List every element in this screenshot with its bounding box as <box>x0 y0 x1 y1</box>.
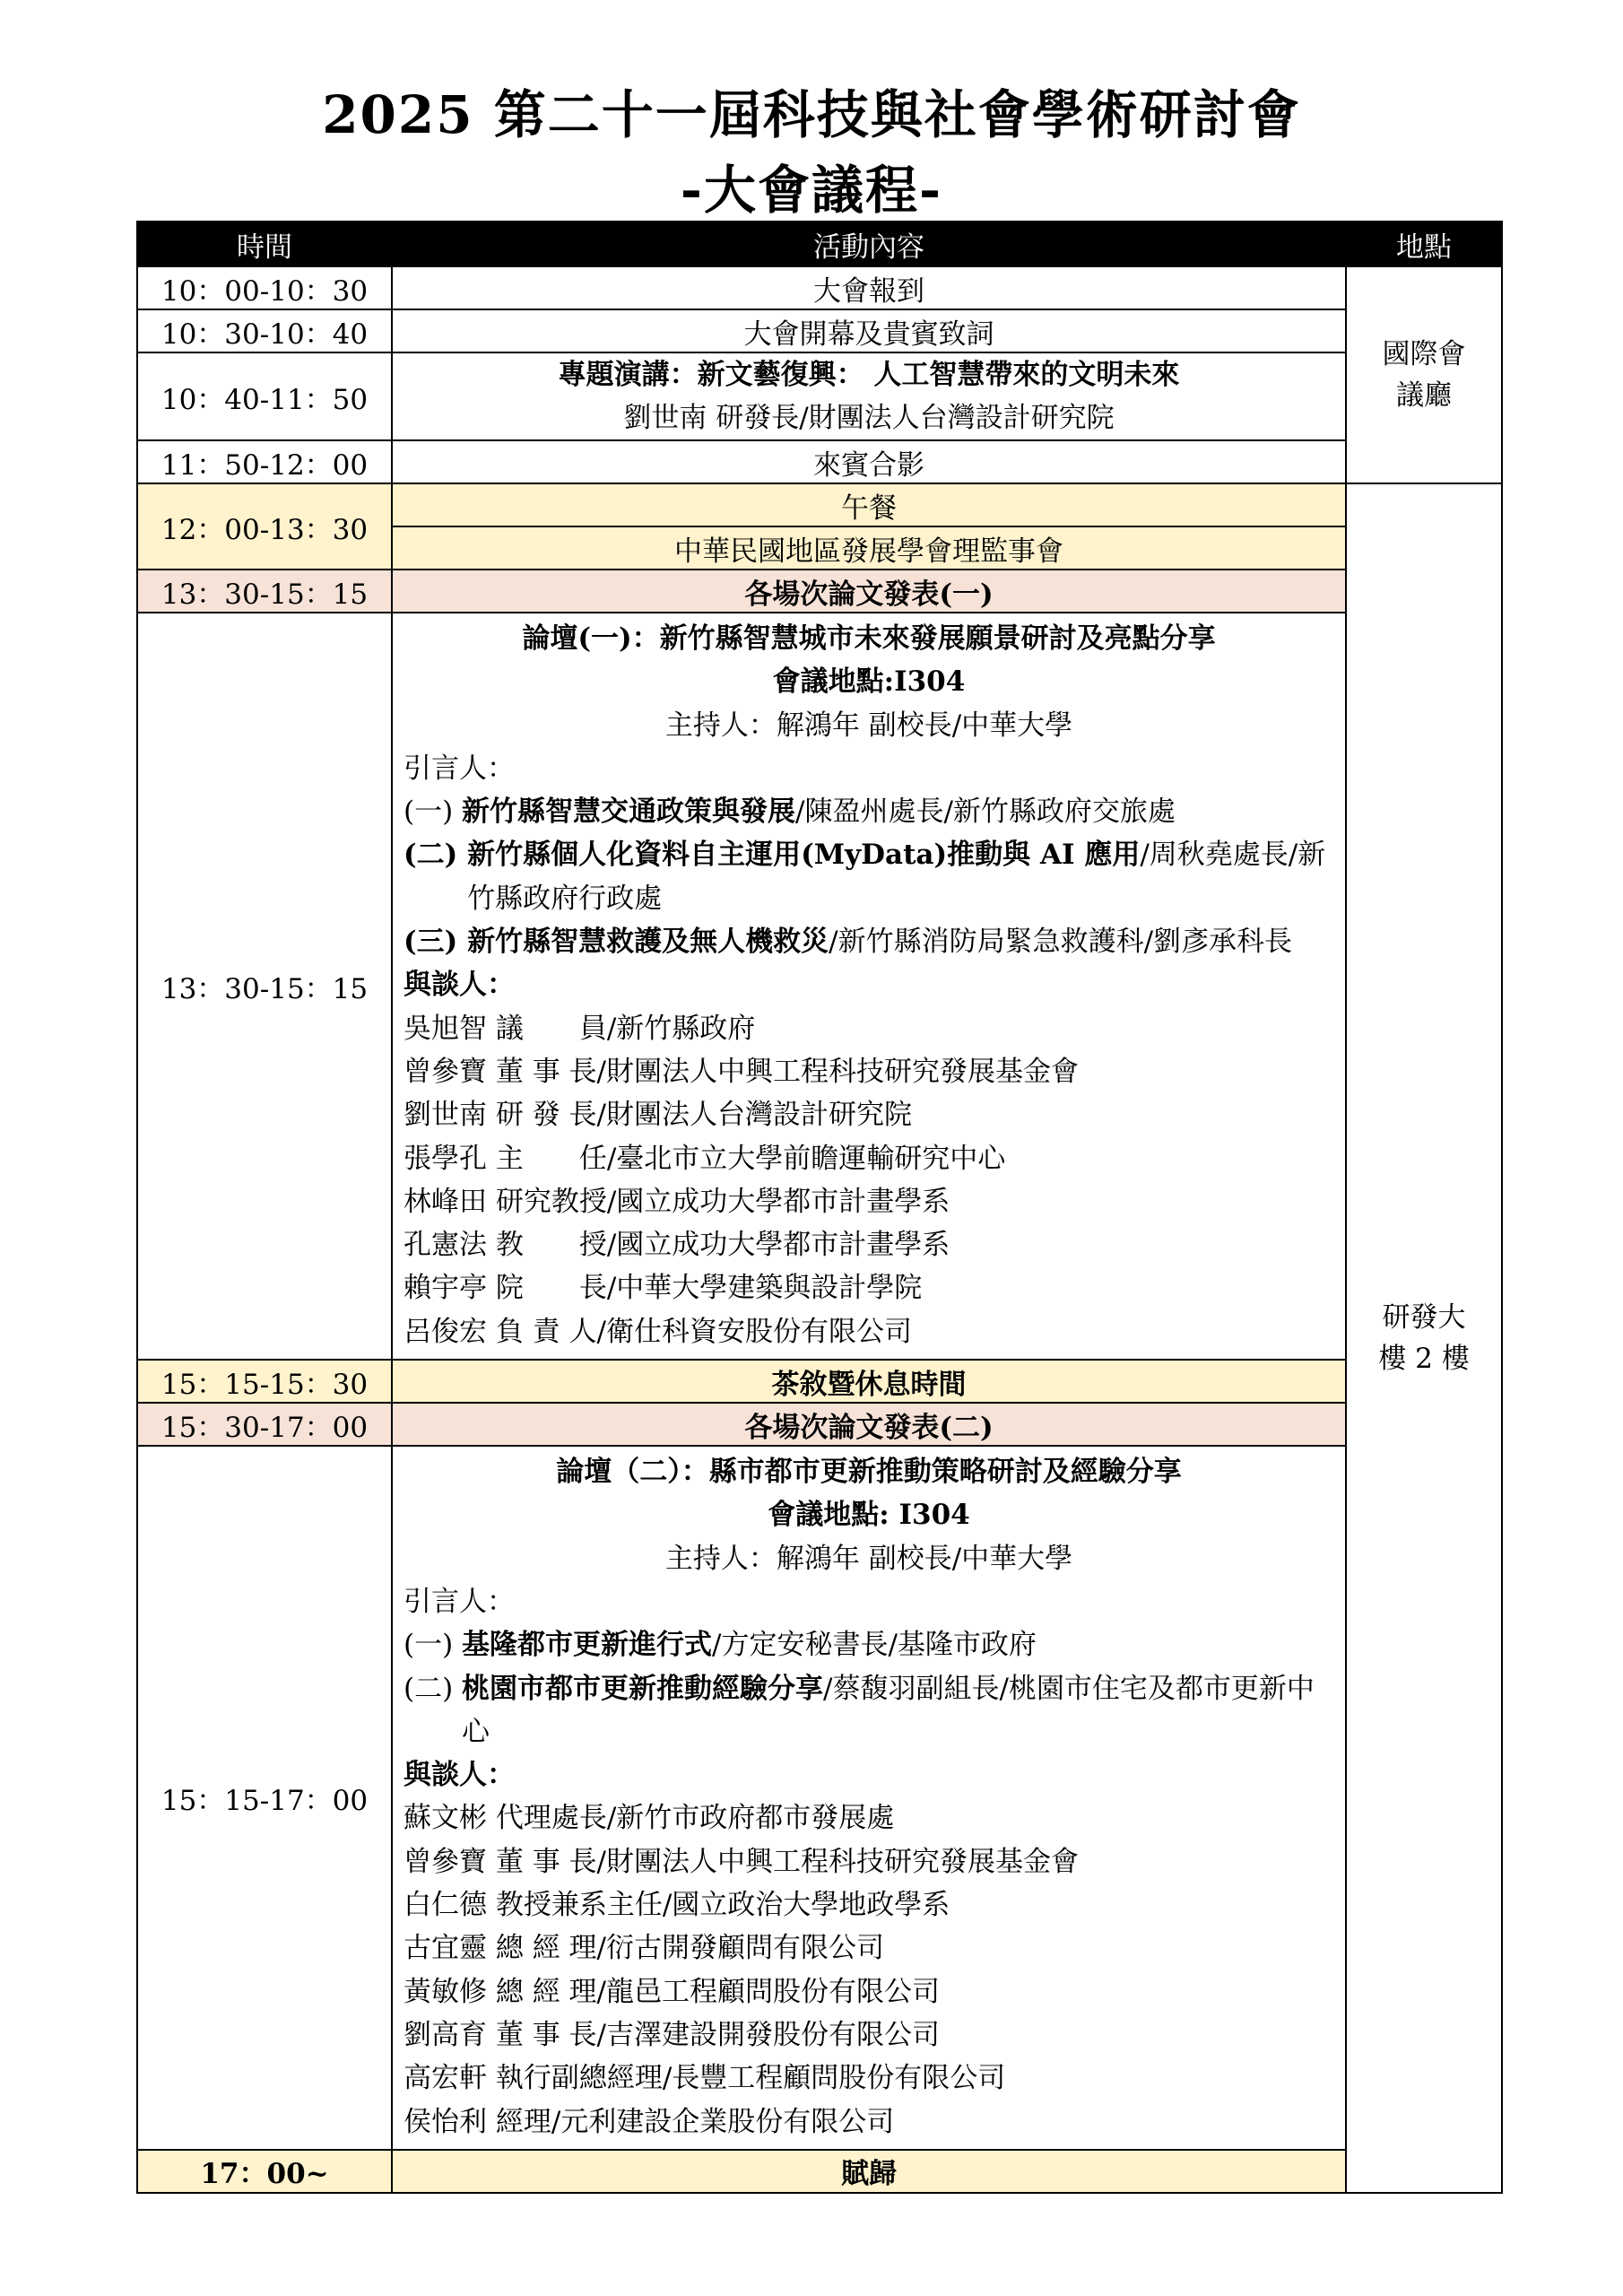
talk-title: 基隆都市更新進行式 <box>462 1629 713 1662</box>
table-row <box>137 1360 1502 1403</box>
talk-speaker: /陳盈州處長/新竹縣政府交旅處 <box>795 796 1176 829</box>
panel-label: 與談人： <box>404 1759 515 1792</box>
forum2-cell <box>392 1446 1346 2150</box>
item-index: (二) <box>404 839 468 872</box>
conference-title: 2025 第二十一屆科技與社會學術研討會 <box>322 84 1301 145</box>
table-row <box>137 309 1502 352</box>
row-time: 13：30-15：15 <box>137 613 392 1360</box>
panelist: 吳旭智 議 員/新竹縣政府 <box>404 1012 756 1045</box>
talk-title: 新竹縣智慧救護及無人機救災 <box>467 926 829 959</box>
header-venue: 地點 <box>1346 222 1502 266</box>
talk-speaker: /蔡馥羽副組長/桃園市住宅及都市更新中心 <box>462 1672 1315 1748</box>
table-row <box>137 1403 1502 1446</box>
row-activity: 大會報到 <box>392 266 1346 309</box>
venue-line: 樓 2 樓 <box>1378 1342 1470 1375</box>
table-row <box>137 1446 1502 2150</box>
list-item <box>404 920 1334 963</box>
table-row <box>137 266 1502 309</box>
panelist: 賴宇亭 院 長/中華大學建築與設計學院 <box>404 1272 923 1305</box>
row-time: 11：50-12：00 <box>137 440 392 483</box>
row-time: 17：00~ <box>137 2150 392 2193</box>
panelist: 蘇文彬 代理處長/新竹市政府都市發展處 <box>404 1802 895 1835</box>
speakers-label: 引言人： <box>404 1585 515 1618</box>
talk-title: 新竹縣智慧交通政策與發展 <box>462 796 796 829</box>
row-time: 15：15-15：30 <box>137 1360 392 1403</box>
venue-cell <box>1346 266 1502 483</box>
row-time: 12：00-13：30 <box>137 483 392 570</box>
panelist: 孔憲法 教 授/國立成功大學都市計畫學系 <box>404 1229 950 1262</box>
session-title: 各場次論文發表(一) <box>392 570 1346 613</box>
panelist: 劉高育 董 事 長/吉澤建設開發股份有限公司 <box>404 2018 941 2051</box>
table-row <box>137 352 1502 440</box>
panelist: 林峰田 研究教授/國立成功大學都市計畫學系 <box>404 1185 950 1218</box>
list-item <box>404 1667 1334 1754</box>
talk-title: 新竹縣個人化資料自主運用(MyData)推動與 AI 應用 <box>467 839 1141 872</box>
panelist: 劉世南 研 發 長/財團法人台灣設計研究院 <box>404 1099 913 1132</box>
keynote-cell <box>392 352 1346 440</box>
venue-line: 研發大 <box>1382 1300 1466 1334</box>
talk-title: 桃園市都市更新推動經驗分享 <box>462 1672 824 1705</box>
forum1-cell <box>392 613 1346 1360</box>
panelist: 黃敏修 總 經 理/龍邑工程顧問股份有限公司 <box>404 1975 941 2008</box>
list-item <box>404 1623 1334 1666</box>
row-activity: 賦歸 <box>392 2150 1346 2193</box>
forum-host: 主持人：解鴻年 副校長/中華大學 <box>664 709 1073 742</box>
table-row <box>137 2150 1502 2193</box>
list-item <box>404 790 1334 833</box>
row-time: 15：15-17：00 <box>137 1446 392 2150</box>
forum-host: 主持人：解鴻年 副校長/中華大學 <box>664 1542 1073 1575</box>
row-activity: 大會開幕及貴賓致詞 <box>392 309 1346 352</box>
row-activity: 午餐 <box>392 483 1346 526</box>
table-header-row <box>137 222 1502 266</box>
table-row <box>137 483 1502 526</box>
row-time: 15：30-17：00 <box>137 1403 392 1446</box>
header-time: 時間 <box>137 222 392 266</box>
table-row <box>137 570 1502 613</box>
table-row <box>137 613 1502 1360</box>
venue-line: 國際會 <box>1382 338 1466 370</box>
talk-speaker: /周秋堯處長/新竹縣政府行政處 <box>467 839 1326 915</box>
row-activity: 茶敘暨休息時間 <box>392 1360 1346 1403</box>
venue-line: 議廳 <box>1396 379 1452 412</box>
agenda-table <box>136 221 1503 2194</box>
item-index: (三) <box>404 926 468 959</box>
talk-speaker: /新竹縣消防局緊急救護科/劉彥承科長 <box>829 926 1293 959</box>
forum-location: 會議地點: I304 <box>768 1499 970 1532</box>
panelist: 侯怡利 經理/元利建設企業股份有限公司 <box>404 2105 895 2138</box>
agenda-subtitle: -大會議程- <box>680 160 943 221</box>
panelist: 高宏軒 執行副總經理/長豐工程顧問股份有限公司 <box>404 2062 1006 2095</box>
list-item <box>404 833 1334 920</box>
forum-location: 會議地點:I304 <box>772 665 966 699</box>
panelist: 白仁德 教授兼系主任/國立政治大學地政學系 <box>404 1889 950 1922</box>
panelist: 張學孔 主 任/臺北市立大學前瞻運輸研究中心 <box>404 1142 1006 1175</box>
item-index: (一) <box>404 1629 463 1662</box>
item-index: (二) <box>404 1672 463 1705</box>
panelist: 曾參寶 董 事 長/財團法人中興工程科技研究發展基金會 <box>404 1845 1080 1878</box>
row-time: 13：30-15：15 <box>137 570 392 613</box>
speakers-label: 引言人： <box>404 752 515 785</box>
row-time: 10：40-11：50 <box>137 352 392 440</box>
talk-speaker: /方定安秘書長/基隆市政府 <box>712 1629 1037 1662</box>
item-index: (一) <box>404 796 463 829</box>
session-title: 各場次論文發表(二) <box>392 1403 1346 1446</box>
panelist: 古宜靈 總 經 理/衍古開發顧問有限公司 <box>404 1932 885 1965</box>
row-activity: 來賓合影 <box>392 440 1346 483</box>
row-time: 10：30-10：40 <box>137 309 392 352</box>
keynote-speaker: 劉世南 研發長/財團法人台灣設計研究院 <box>623 402 1115 434</box>
panelist: 曾參寶 董 事 長/財團法人中興工程科技研究發展基金會 <box>404 1055 1080 1088</box>
row-activity: 中華民國地區發展學會理監事會 <box>392 526 1346 570</box>
venue-cell <box>1346 483 1502 2193</box>
row-time: 10：00-10：30 <box>137 266 392 309</box>
panelist: 呂俊宏 負 責 人/衛仕科資安股份有限公司 <box>404 1315 913 1348</box>
table-row <box>137 440 1502 483</box>
header-activity: 活動內容 <box>392 222 1346 266</box>
panel-label: 與談人： <box>404 969 515 1002</box>
forum-title: 論壇（二）：縣市都市更新推動策略研討及經驗分享 <box>556 1456 1182 1489</box>
keynote-title: 專題演講：新文藝復興： 人工智慧帶來的文明未來 <box>558 359 1180 391</box>
forum-title: 論壇(一)：新竹縣智慧城市未來發展願景研討及亮點分享 <box>522 622 1216 655</box>
